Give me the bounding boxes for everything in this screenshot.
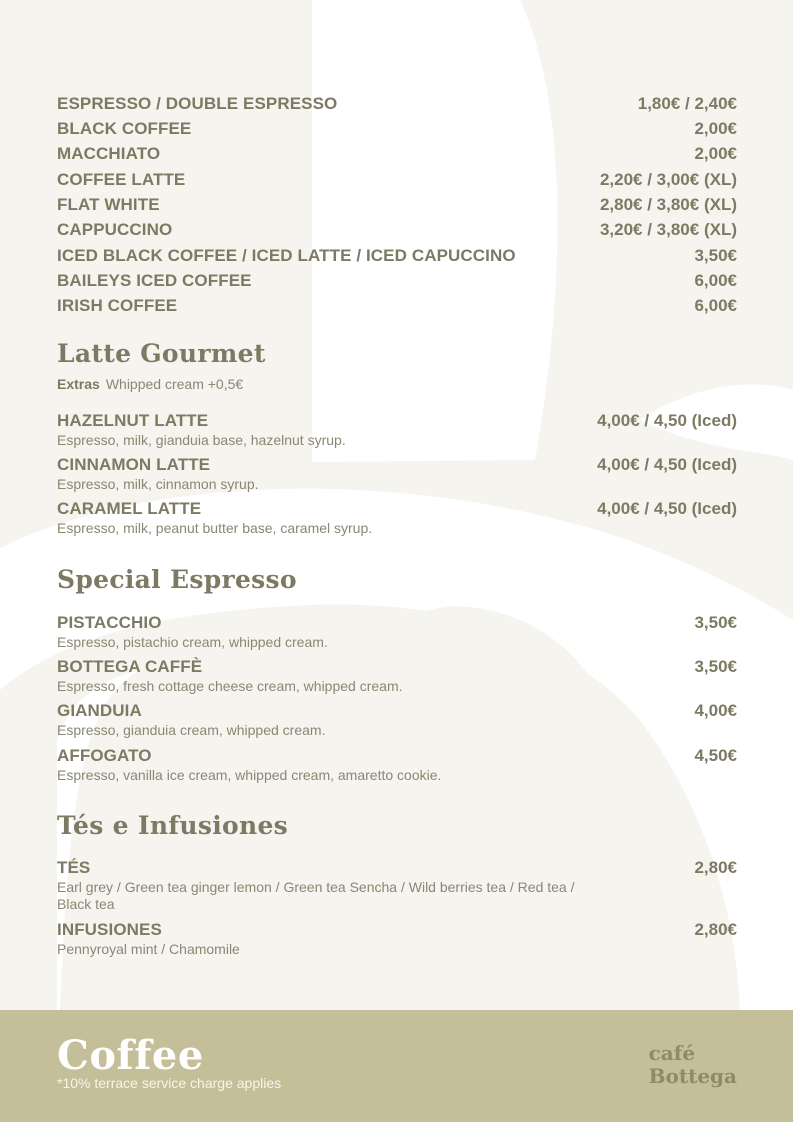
item-name: HAZELNUT LATTE (57, 411, 209, 430)
item-price: 3,50€ (694, 657, 737, 676)
item-price: 1,80€ / 2,40€ (637, 94, 737, 113)
item-price: 4,00€ (694, 701, 737, 720)
footer-title: Coffee (57, 1032, 204, 1079)
item-price: 4,00€ / 4,50 (Iced) (597, 499, 737, 518)
item-price: 3,50€ (694, 246, 737, 265)
item-name: INFUSIONES (57, 920, 162, 939)
item-price: 2,20€ / 3,00€ (XL) (599, 170, 737, 189)
item-name: CINNAMON LATTE (57, 455, 211, 474)
section-title-tes-infusiones: Tés e Infusiones (57, 811, 289, 840)
item-name: AFFOGATO (57, 746, 152, 765)
item-price: 4,50€ (694, 746, 737, 765)
item-price: 6,00€ (694, 296, 737, 315)
item-name: GIANDUIA (57, 701, 142, 720)
item-price: 2,00€ (694, 119, 737, 138)
item-price: 4,00€ / 4,50 (Iced) (597, 411, 737, 430)
item-description: Espresso, vanilla ice cream, whipped cream, amaretto cookie. (57, 767, 442, 783)
item-price: 2,80€ (694, 858, 737, 877)
item-name: PISTACCHIO (57, 613, 162, 632)
item-description: Espresso, pistachio cream, whipped cream. (57, 634, 328, 650)
item-name: BOTTEGA CAFFÈ (57, 657, 203, 676)
item-description: Espresso, gianduia cream, whipped cream. (57, 722, 326, 738)
item-description: Pennyroyal mint / Chamomile (57, 941, 240, 957)
item-name: BAILEYS ICED COFFEE (57, 271, 252, 290)
section-title-special-espresso: Special Espresso (57, 565, 297, 594)
item-price: 2,00€ (694, 144, 737, 163)
item-price: 4,00€ / 4,50 (Iced) (597, 455, 737, 474)
item-description: Espresso, milk, cinnamon syrup. (57, 476, 259, 492)
extras-line (57, 376, 243, 392)
logo-line-2: Bottega (648, 1064, 737, 1088)
item-description: Espresso, fresh cottage cheese cream, whipped cream. (57, 678, 403, 694)
section-title-latte-gourmet: Latte Gourmet (57, 339, 266, 368)
extras-label: Extras (57, 376, 100, 392)
extras-text: Whipped cream +0,5€ (105, 376, 244, 392)
item-price: 6,00€ (694, 271, 737, 290)
item-price: 3,50€ (694, 613, 737, 632)
item-name: IRISH COFFEE (57, 296, 178, 315)
logo-line-1: café (648, 1041, 696, 1065)
item-price: 3,20€ / 3,80€ (XL) (599, 220, 737, 239)
item-name: CAPPUCCINO (57, 220, 173, 239)
item-name: BLACK COFFEE (57, 119, 192, 138)
item-description: Espresso, milk, peanut butter base, caramel syrup. (57, 520, 373, 536)
item-description: Earl grey / Green tea ginger lemon / Green tea Sencha / Wild berries tea / Red tea / Black tea (57, 879, 575, 912)
item-name: MACCHIATO (57, 144, 161, 163)
item-description: Espresso, milk, gianduia base, hazelnut syrup. (57, 432, 346, 448)
item-name: CARAMEL LATTE (57, 499, 202, 518)
footer-bar (0, 1010, 793, 1122)
cafe-bottega-logo (649, 1042, 737, 1088)
item-name: COFFEE LATTE (57, 170, 186, 189)
service-charge-note: *10% terrace service charge applies (57, 1075, 282, 1091)
item-price: 2,80€ (694, 920, 737, 939)
item-price: 2,80€ / 3,80€ (XL) (599, 195, 737, 214)
item-name: ICED BLACK COFFEE / ICED LATTE / ICED CAPUCCINO (57, 246, 516, 265)
item-name: FLAT WHITE (57, 195, 160, 214)
item-name: ESPRESSO / DOUBLE ESPRESSO (57, 94, 338, 113)
item-name: TÉS (57, 858, 91, 877)
